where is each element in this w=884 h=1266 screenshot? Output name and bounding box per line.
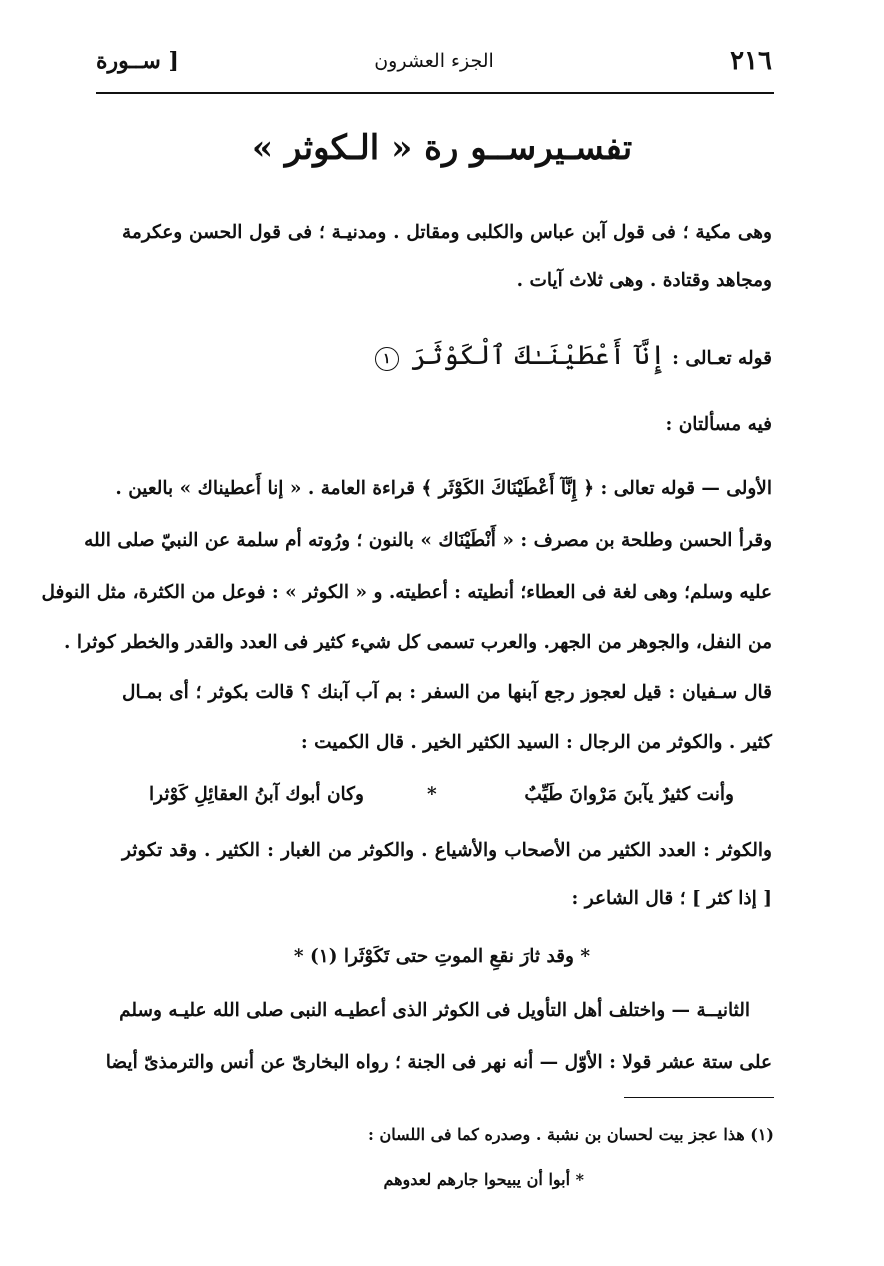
part-title: الجزء العشرون — [374, 50, 494, 72]
body3-line-1: الثانيــة — واختلف أهل التأويل فى الكوثر الذى أعطيـه النبى صلى الله عليـه وسلم — [119, 1000, 750, 1021]
header-rule — [96, 92, 774, 94]
chapter-title: تفسـيرســو رة « الـكوثر » — [251, 128, 633, 168]
footnote-line-2: * أبوا أن يبيحوا جارهم لعدوهم — [383, 1170, 584, 1189]
body-line-4: من النفل، والجوهر من الجهر. والعرب تسمى كل شيء كثير فى العدد والقدر والخطر كوثرا . — [64, 632, 772, 653]
body-line-1: الأولى — قوله تعالى : ﴿ إِنَّآ أَعْطَيْنَاكَ الكَوْثَر ﴾ قراءة العامة . « إنا أَعطيناك » بالعين . — [115, 478, 772, 499]
masail-heading: فيه مسألتان : — [665, 414, 772, 435]
body2-line-2: [ إذا كثر ] ؛ قال الشاعر : — [571, 888, 772, 909]
body-line-2: وقرأ الحسن وطلحة بن مصرف : « أَنْطَيْنَاك » بالنون ؛ ورُوته أم سلمة عن النبيّ صلى الله — [84, 530, 772, 551]
poem-hemistich-right: وأنت كثيرٌ يآبنَ مَرْوانَ طَيِّبٌ — [524, 784, 734, 805]
body-line-6: كثير . والكوثر من الرجال : السيد الكثير الخير . قال الكميت : — [300, 732, 772, 753]
intro-line-2: ومجاهد وقتادة . وهى ثلاث آيات . — [516, 270, 772, 291]
poem-separator: * — [427, 784, 437, 805]
body2-line-1: والكوثر : العدد الكثير من الأصحاب والأشياع . والكوثر من الغبار : الكثير . وقد تكوثر — [122, 840, 772, 861]
surah-label: [ ســورة — [96, 48, 179, 74]
running-header — [96, 40, 772, 84]
body3-line-2: على ستة عشر قولا : الأوّل — أنه نهر فى الجنة ؛ رواه البخارىّ عن أنس والترمذىّ أيضا — [105, 1052, 772, 1073]
verse-text: إِنَّآ أَعْطَيْنَـٰكَ ٱلْكَوْثَرَ — [411, 340, 666, 371]
poem-hemistich-left: وكان أبوك آبنُ العقائِلِ كَوْثرا — [149, 784, 364, 805]
quoted-hemistich: * وقد ثارَ نقعِ الموتِ حتى تَكَوْثَرا (١) * — [293, 946, 591, 967]
intro-line-1: وهى مكية ؛ فى قول آبن عباس والكلبى ومقاتل . ومدنيـة ؛ فى قول الحسن وعكرمة — [122, 222, 772, 243]
footnote-rule — [624, 1097, 774, 1098]
verse-line — [375, 340, 772, 372]
ayah-number-marker: ١ — [375, 347, 399, 371]
page-number: ٢١٦ — [730, 46, 772, 76]
body-line-3: عليه وسلم؛ وهى لغة فى العطاء؛ أنطيته : أعطيته. و « الكوثر » : فوعل من الكثرة، مثل النوفل — [41, 582, 772, 603]
footnote-line-1: (١) هذا عجز بيت لحسان بن نشبة . وصدره كما فى اللسان : — [368, 1125, 774, 1144]
verse-prefix: قوله تعـالى : — [672, 348, 772, 369]
body-line-5: قال سـفيان : قيل لعجوز رجع آبنها من السفر : بم آب آبنك ؟ قالت بكوثر ؛ أى بمـال — [122, 682, 772, 703]
